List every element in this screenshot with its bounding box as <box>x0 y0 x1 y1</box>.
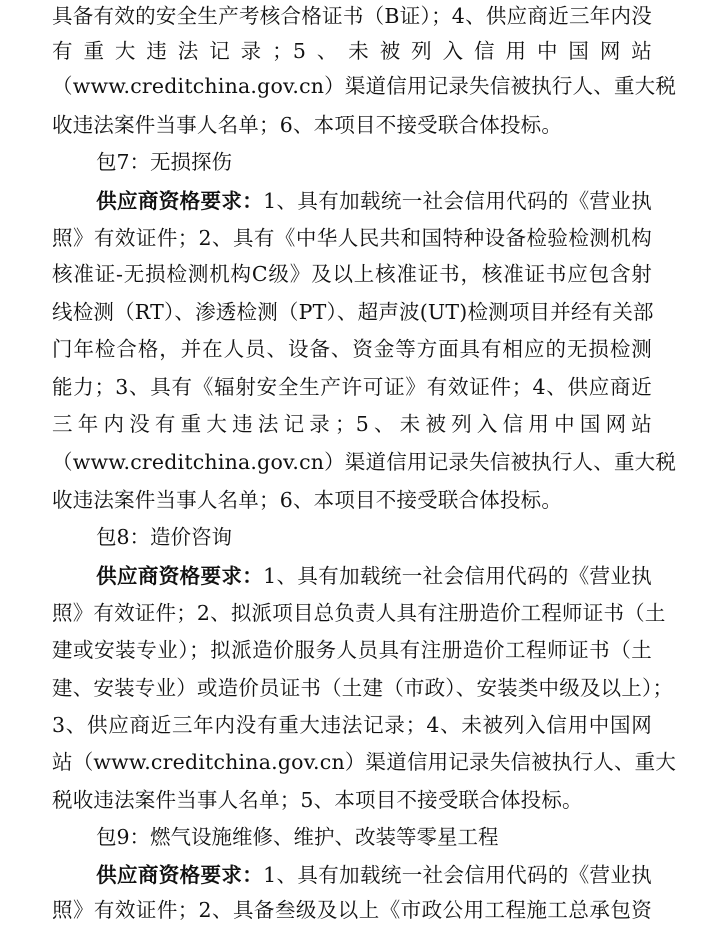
text-line <box>52 184 652 218</box>
section-heading-pkg7: 包7：无损探伤 <box>96 150 233 174</box>
text-line: 具备有效的安全生产考核合格证书（B证）；4、供应商近三年内没 <box>52 4 652 28</box>
section-heading-pkg8: 包8：造价咨询 <box>96 525 233 549</box>
text-line <box>52 858 652 892</box>
requirement-label: 供应商资格要求： <box>96 189 264 213</box>
requirement-label: 供应商资格要求： <box>96 564 264 588</box>
text-line: 站（www.creditchina.gov.cn）渠道信用记录失信被执行人、重大 <box>52 750 677 774</box>
text-segment: 1、具有加载统一社会信用代码的《营业执 <box>263 863 652 887</box>
text-line: 照》有效证件；2、拟派项目总负责人具有注册造价工程师证书（土 <box>52 601 666 625</box>
text-line: 建、安装专业）或造价员证书（土建（市政）、安装类中级及以上）； <box>52 676 674 700</box>
text-line: 税收违法案件当事人名单；5、本项目不接受联合体投标。 <box>52 788 583 812</box>
section-heading-pkg9: 包9：燃气设施维修、维护、改装等零星工程 <box>96 825 499 849</box>
text-line: 3、供应商近三年内没有重大违法记录；4、未被列入信用中国网 <box>52 713 652 737</box>
requirement-label: 供应商资格要求： <box>96 863 264 887</box>
text-line: 收违法案件当事人名单；6、本项目不接受联合体投标。 <box>52 488 563 512</box>
text-line: 门年检合格，并在人员、设备、资金等方面具有相应的无损检测 <box>52 337 652 361</box>
text-line: （www.creditchina.gov.cn）渠道信用记录失信被执行人、重大税 <box>52 450 677 474</box>
text-line: 核准证-无损检测机构C级》及以上核准证书，核准证书应包含射 <box>52 262 652 286</box>
text-line: 收违法案件当事人名单；6、本项目不接受联合体投标。 <box>52 113 563 137</box>
text-line <box>52 559 652 593</box>
text-segment: 1、具有加载统一社会信用代码的《营业执 <box>263 564 652 588</box>
text-line: 有重大违法记录；5、未被列入信用中国网站 <box>52 39 652 63</box>
text-line: 照》有效证件；2、具备叁级及以上《市政公用工程施工总承包资 <box>52 898 652 922</box>
text-line: 照》有效证件；2、具有《中华人民共和国特种设备检验检测机构 <box>52 226 652 250</box>
text-line: 能力；3、具有《辐射安全生产许可证》有效证件；4、供应商近 <box>52 375 652 399</box>
text-line: 建或安装专业）；拟派造价服务人员具有注册造价工程师证书（土 <box>52 638 652 662</box>
text-segment: 1、具有加载统一社会信用代码的《营业执 <box>263 189 652 213</box>
text-line: 三年内没有重大违法记录；5、未被列入信用中国网站 <box>52 412 652 436</box>
text-line: 线检测（RT）、渗透检测（PT）、超声波(UT)检测项目并经有关部 <box>52 300 654 324</box>
text-line: （www.creditchina.gov.cn）渠道信用记录失信被执行人、重大税 <box>52 74 677 98</box>
